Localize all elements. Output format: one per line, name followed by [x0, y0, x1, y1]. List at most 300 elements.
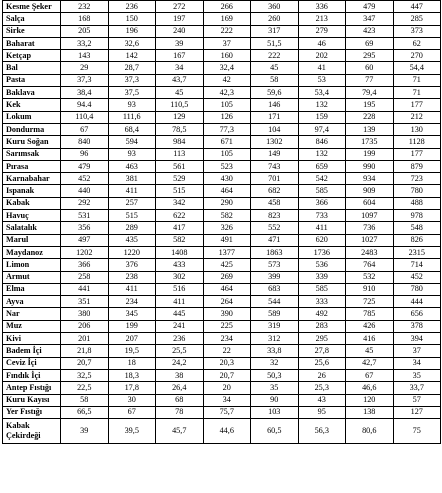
table-cell: 37,5	[108, 87, 156, 99]
table-cell: 910	[346, 283, 394, 295]
table-cell: 458	[251, 197, 299, 209]
table-cell: 440	[61, 185, 109, 197]
row-label: Muz	[3, 320, 61, 332]
table-row	[3, 234, 441, 246]
table-cell: 416	[346, 333, 394, 345]
table-cell: 1097	[346, 210, 394, 222]
table-cell: 984	[156, 136, 204, 148]
table-cell: 113	[156, 148, 204, 160]
table-cell: 909	[346, 185, 394, 197]
table-row	[3, 13, 441, 25]
table-cell: 589	[251, 308, 299, 320]
table-cell: 57	[393, 394, 441, 406]
table-cell: 150	[108, 13, 156, 25]
row-label: Salatalık	[3, 222, 61, 234]
row-label: Havuç	[3, 210, 61, 222]
table-row	[3, 111, 441, 123]
table-cell: 159	[298, 111, 346, 123]
table-cell: 29	[61, 62, 109, 74]
table-row	[3, 87, 441, 99]
table-row	[3, 160, 441, 172]
table-cell: 104	[251, 123, 299, 135]
table-cell: 1128	[393, 136, 441, 148]
table-cell: 582	[156, 234, 204, 246]
table-cell: 497	[61, 234, 109, 246]
table-cell: 390	[203, 308, 251, 320]
row-label: Antep Fıstığı	[3, 382, 61, 394]
table-cell: 94.4	[61, 99, 109, 111]
table-cell: 366	[61, 259, 109, 271]
row-label: Nar	[3, 308, 61, 320]
table-cell: 430	[203, 173, 251, 185]
table-cell: 604	[346, 197, 394, 209]
table-cell: 492	[298, 308, 346, 320]
table-cell: 37,3	[61, 74, 109, 86]
table-cell: 1377	[203, 246, 251, 258]
table-cell: 417	[156, 222, 204, 234]
table-cell: 488	[393, 197, 441, 209]
table-cell: 33,7	[393, 382, 441, 394]
table-cell: 441	[61, 283, 109, 295]
table-cell: 46	[298, 37, 346, 49]
table-cell: 22	[203, 345, 251, 357]
table-row	[3, 394, 441, 406]
table-cell: 27,8	[298, 345, 346, 357]
table-cell: 67	[346, 369, 394, 381]
table-cell: 347	[346, 13, 394, 25]
table-cell: 32	[251, 357, 299, 369]
table-cell: 51,5	[251, 37, 299, 49]
table-cell: 2483	[346, 246, 394, 258]
table-cell: 381	[108, 173, 156, 185]
table-row	[3, 320, 441, 332]
row-label: Bal	[3, 62, 61, 74]
table-row	[3, 185, 441, 197]
table-row	[3, 50, 441, 62]
table-cell: 111,6	[108, 111, 156, 123]
table-cell: 149	[251, 148, 299, 160]
table-cell: 433	[156, 259, 204, 271]
table-cell: 302	[156, 271, 204, 283]
table-row	[3, 357, 441, 369]
table-cell: 236	[156, 333, 204, 345]
table-cell: 536	[298, 259, 346, 271]
table-row	[3, 210, 441, 222]
table-cell: 37	[393, 345, 441, 357]
table-row	[3, 25, 441, 37]
row-label: Pırasa	[3, 160, 61, 172]
table-cell: 234	[108, 296, 156, 308]
table-cell: 846	[298, 136, 346, 148]
table-cell: 78	[156, 406, 204, 418]
table-cell: 780	[393, 283, 441, 295]
table-cell: 146	[251, 99, 299, 111]
table-cell: 292	[61, 197, 109, 209]
table-cell: 43,7	[156, 74, 204, 86]
table-cell: 659	[298, 160, 346, 172]
table-cell: 45,7	[156, 419, 204, 444]
table-cell: 168	[61, 13, 109, 25]
row-label: Fındık İçi	[3, 369, 61, 381]
table-cell: 585	[298, 185, 346, 197]
table-cell: 423	[346, 25, 394, 37]
table-cell: 32,4	[203, 62, 251, 74]
table-cell: 34	[156, 62, 204, 74]
table-cell: 360	[251, 1, 299, 13]
table-cell: 53	[298, 74, 346, 86]
row-label: Kuru Kayısı	[3, 394, 61, 406]
table-cell: 1202	[61, 246, 109, 258]
table-cell: 1736	[298, 246, 346, 258]
table-row	[3, 74, 441, 86]
row-label: Pasta	[3, 74, 61, 86]
table-cell: 66,5	[61, 406, 109, 418]
table-cell: 129	[156, 111, 204, 123]
table-cell: 285	[393, 13, 441, 25]
table-row	[3, 345, 441, 357]
table-cell: 103	[251, 406, 299, 418]
table-cell: 35	[251, 382, 299, 394]
table-cell: 46,6	[346, 382, 394, 394]
table-row	[3, 369, 441, 381]
table-cell: 399	[251, 271, 299, 283]
table-cell: 548	[393, 222, 441, 234]
row-label: Kesme Şeker	[3, 1, 61, 13]
row-label: Kek	[3, 99, 61, 111]
table-cell: 171	[251, 111, 299, 123]
table-cell: 542	[298, 173, 346, 185]
table-cell: 79,4	[346, 87, 394, 99]
table-cell: 34	[393, 357, 441, 369]
table-cell: 60,5	[251, 419, 299, 444]
table-cell: 80,6	[346, 419, 394, 444]
table-cell: 1735	[346, 136, 394, 148]
table-row	[3, 382, 441, 394]
table-cell: 38	[156, 369, 204, 381]
table-cell: 96	[61, 148, 109, 160]
table-cell: 69	[346, 37, 394, 49]
table-cell: 77,3	[203, 123, 251, 135]
table-cell: 24,2	[156, 357, 204, 369]
table-cell: 714	[393, 259, 441, 271]
table-row	[3, 406, 441, 418]
row-label: Baklava	[3, 87, 61, 99]
table-body	[3, 1, 441, 444]
table-cell: 130	[393, 123, 441, 135]
table-cell: 671	[203, 136, 251, 148]
table-cell: 1408	[156, 246, 204, 258]
table-cell: 283	[298, 320, 346, 332]
table-cell: 264	[203, 296, 251, 308]
table-cell: 30	[108, 394, 156, 406]
table-cell: 725	[346, 296, 394, 308]
table-cell: 68,4	[108, 123, 156, 135]
row-label: Sarımsak	[3, 148, 61, 160]
table-cell: 336	[298, 1, 346, 13]
table-cell: 266	[203, 1, 251, 13]
table-cell: 78,5	[156, 123, 204, 135]
table-cell: 206	[61, 320, 109, 332]
table-cell: 491	[203, 234, 251, 246]
table-cell: 205	[61, 25, 109, 37]
table-row	[3, 37, 441, 49]
table-cell: 743	[251, 160, 299, 172]
row-label: Marul	[3, 234, 61, 246]
table-row	[3, 136, 441, 148]
table-cell: 447	[393, 1, 441, 13]
table-row	[3, 333, 441, 345]
table-cell: 445	[156, 308, 204, 320]
table-cell: 351	[61, 296, 109, 308]
table-cell: 45	[251, 62, 299, 74]
row-label: Salça	[3, 13, 61, 25]
table-cell: 39	[61, 419, 109, 444]
table-cell: 552	[251, 222, 299, 234]
table-cell: 342	[156, 197, 204, 209]
table-cell: 435	[108, 234, 156, 246]
row-label: Baharat	[3, 37, 61, 49]
table-cell: 523	[203, 160, 251, 172]
table-cell: 75,7	[203, 406, 251, 418]
table-cell: 270	[393, 50, 441, 62]
table-cell: 177	[393, 99, 441, 111]
table-cell: 1863	[251, 246, 299, 258]
row-label: Elma	[3, 283, 61, 295]
table-cell: 53,4	[298, 87, 346, 99]
table-cell: 26,4	[156, 382, 204, 394]
table-cell: 585	[298, 283, 346, 295]
table-cell: 132	[298, 99, 346, 111]
table-cell: 290	[203, 197, 251, 209]
table-cell: 238	[108, 271, 156, 283]
table-row	[3, 62, 441, 74]
table-cell: 43	[298, 394, 346, 406]
table-cell: 785	[346, 308, 394, 320]
table-row	[3, 246, 441, 258]
table-cell: 20	[203, 382, 251, 394]
table-cell: 295	[346, 50, 394, 62]
table-row	[3, 259, 441, 271]
table-cell: 411	[108, 185, 156, 197]
table-cell: 68	[156, 394, 204, 406]
table-cell: 376	[108, 259, 156, 271]
table-cell: 326	[203, 222, 251, 234]
table-cell: 22,5	[61, 382, 109, 394]
row-label: Kabak Çekirdeği	[3, 419, 61, 444]
table-cell: 18	[108, 357, 156, 369]
table-cell: 411	[156, 296, 204, 308]
table-cell: 356	[61, 222, 109, 234]
table-cell: 411	[108, 283, 156, 295]
table-cell: 479	[61, 160, 109, 172]
table-cell: 701	[251, 173, 299, 185]
table-container	[2, 0, 441, 444]
table-cell: 138	[346, 406, 394, 418]
table-cell: 60	[346, 62, 394, 74]
table-cell: 44,6	[203, 419, 251, 444]
row-label: Karnabahar	[3, 173, 61, 185]
table-cell: 139	[346, 123, 394, 135]
table-cell: 1220	[108, 246, 156, 258]
table-cell: 366	[298, 197, 346, 209]
table-cell: 279	[298, 25, 346, 37]
row-label: Ayva	[3, 296, 61, 308]
table-row	[3, 1, 441, 13]
table-cell: 1302	[251, 136, 299, 148]
table-cell: 169	[203, 13, 251, 25]
table-cell: 199	[346, 148, 394, 160]
table-cell: 35	[393, 369, 441, 381]
table-cell: 317	[251, 25, 299, 37]
table-cell: 272	[156, 1, 204, 13]
table-cell: 733	[298, 210, 346, 222]
table-cell: 582	[203, 210, 251, 222]
table-cell: 132	[298, 148, 346, 160]
table-cell: 54,4	[393, 62, 441, 74]
table-cell: 213	[298, 13, 346, 25]
table-cell: 105	[203, 148, 251, 160]
table-cell: 212	[393, 111, 441, 123]
row-label: Ispanak	[3, 185, 61, 197]
table-cell: 289	[108, 222, 156, 234]
row-label: Lokum	[3, 111, 61, 123]
table-cell: 232	[61, 1, 109, 13]
table-row	[3, 419, 441, 444]
table-cell: 840	[61, 136, 109, 148]
row-label: Armut	[3, 271, 61, 283]
table-cell: 656	[393, 308, 441, 320]
row-label: Kuru Soğan	[3, 136, 61, 148]
table-cell: 269	[203, 271, 251, 283]
table-cell: 319	[251, 320, 299, 332]
table-row	[3, 308, 441, 320]
table-cell: 425	[203, 259, 251, 271]
table-cell: 42,3	[203, 87, 251, 99]
table-cell: 39,5	[108, 419, 156, 444]
table-cell: 25,6	[298, 357, 346, 369]
table-cell: 207	[108, 333, 156, 345]
table-cell: 444	[393, 296, 441, 308]
table-cell: 58	[61, 394, 109, 406]
table-cell: 411	[298, 222, 346, 234]
table-cell: 764	[346, 259, 394, 271]
table-cell: 26	[298, 369, 346, 381]
table-row	[3, 283, 441, 295]
table-cell: 110,4	[61, 111, 109, 123]
table-cell: 67	[61, 123, 109, 135]
table-cell: 93	[108, 148, 156, 160]
table-cell: 17,8	[108, 382, 156, 394]
table-cell: 21,8	[61, 345, 109, 357]
table-cell: 463	[108, 160, 156, 172]
row-label: Kabak	[3, 197, 61, 209]
table-cell: 62	[393, 37, 441, 49]
table-cell: 25,5	[156, 345, 204, 357]
table-cell: 195	[346, 99, 394, 111]
table-cell: 594	[108, 136, 156, 148]
table-cell: 201	[61, 333, 109, 345]
table-cell: 373	[393, 25, 441, 37]
table-cell: 879	[393, 160, 441, 172]
table-cell: 225	[203, 320, 251, 332]
table-cell: 236	[108, 1, 156, 13]
table-cell: 990	[346, 160, 394, 172]
table-cell: 826	[393, 234, 441, 246]
table-cell: 222	[251, 50, 299, 62]
table-cell: 515	[156, 185, 204, 197]
table-row	[3, 222, 441, 234]
table-cell: 59,6	[251, 87, 299, 99]
table-cell: 126	[203, 111, 251, 123]
table-cell: 333	[298, 296, 346, 308]
table-cell: 37,3	[108, 74, 156, 86]
row-label: Limon	[3, 259, 61, 271]
data-table	[2, 0, 441, 444]
table-row	[3, 99, 441, 111]
table-cell: 532	[346, 271, 394, 283]
table-cell: 260	[251, 13, 299, 25]
table-cell: 196	[108, 25, 156, 37]
table-cell: 345	[108, 308, 156, 320]
table-cell: 780	[393, 185, 441, 197]
table-cell: 978	[393, 210, 441, 222]
table-cell: 622	[156, 210, 204, 222]
table-cell: 45	[346, 345, 394, 357]
table-cell: 127	[393, 406, 441, 418]
table-row	[3, 296, 441, 308]
table-cell: 378	[393, 320, 441, 332]
table-cell: 177	[393, 148, 441, 160]
table-cell: 90	[251, 394, 299, 406]
table-cell: 479	[346, 1, 394, 13]
row-label: Sirke	[3, 25, 61, 37]
table-cell: 50,3	[251, 369, 299, 381]
table-cell: 38,4	[61, 87, 109, 99]
table-cell: 197	[156, 13, 204, 25]
table-cell: 33,2	[61, 37, 109, 49]
table-cell: 28,7	[108, 62, 156, 74]
row-label: Kivi	[3, 333, 61, 345]
table-cell: 143	[61, 50, 109, 62]
row-label: Badem İçi	[3, 345, 61, 357]
table-cell: 529	[156, 173, 204, 185]
table-cell: 339	[298, 271, 346, 283]
table-cell: 464	[203, 283, 251, 295]
table-cell: 531	[61, 210, 109, 222]
table-cell: 32,5	[61, 369, 109, 381]
table-cell: 58	[251, 74, 299, 86]
table-cell: 823	[251, 210, 299, 222]
table-cell: 142	[108, 50, 156, 62]
table-cell: 95	[298, 406, 346, 418]
table-cell: 516	[156, 283, 204, 295]
row-label: Maydanoz	[3, 246, 61, 258]
table-cell: 25,3	[298, 382, 346, 394]
table-cell: 561	[156, 160, 204, 172]
table-row	[3, 148, 441, 160]
table-cell: 934	[346, 173, 394, 185]
table-cell: 20,7	[203, 369, 251, 381]
table-cell: 464	[203, 185, 251, 197]
row-label: Ketçap	[3, 50, 61, 62]
table-cell: 167	[156, 50, 204, 62]
table-cell: 77	[346, 74, 394, 86]
table-cell: 67	[108, 406, 156, 418]
table-cell: 426	[346, 320, 394, 332]
table-cell: 20,7	[61, 357, 109, 369]
row-label: Ceviz İçi	[3, 357, 61, 369]
table-cell: 32,6	[108, 37, 156, 49]
